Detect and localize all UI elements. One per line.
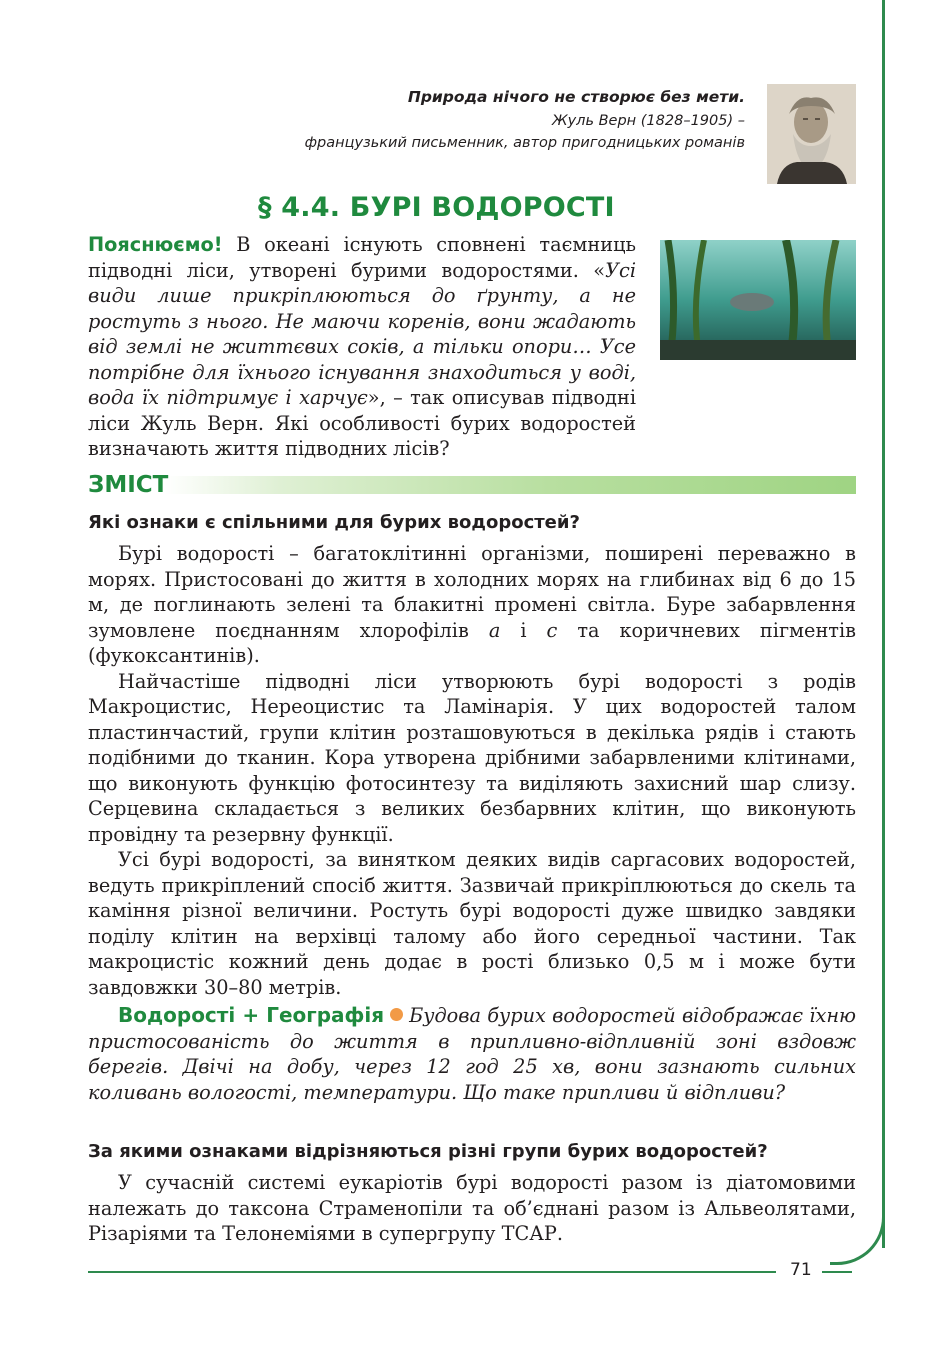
paragraph-3: Усі бурі водорості, за винятком деяких видів саргасових водоростей, ведуть прикріплений спосіб життя. Зазвичай прикріплюються до скель та каміння різної величини. Ростуть бурі водорості дуже швидко завдяки поділу клітин на верхівці талому або його середньої частини. Так макроцистіс кожний день додає в рості близько 0,5 м і може бути завдовжки 30–80 метрів. (88, 848, 856, 999)
chlorophyll-c: c (546, 618, 558, 642)
kelp-forest-image (660, 240, 856, 360)
geography-text: Будова бурих водоростей відображає їхню пристосованість до життя в припливно-відпливній зоні вздовж берегів. Двічі на добу, через 12 год 25 хв, вони зазнають сильних коливань вологості, температури. Що таке припливи й відпливи? (88, 1004, 856, 1104)
section-title: § 4.4. БУРІ ВОДОРОСТІ (258, 192, 615, 223)
intro-text-after: », – так описував підводні ліси Жуль Верн. Які особливості бурих водоростей визначають життя підводних лісів? (88, 386, 637, 460)
intro-text-before: В океані існують сповнені таємниць підводні ліси, утворені бурими водоростями. « (88, 233, 636, 282)
page-frame-right (882, 0, 885, 1248)
body-text-1 (88, 541, 856, 1000)
heading-group-differences: За якими ознаками відрізняються різні групи бурих водоростей? (88, 1141, 768, 1162)
paragraph-1-end: та коричневих пігментів (фукоксантинів). (88, 618, 856, 667)
author-portrait-image (767, 84, 856, 184)
paragraph-4: У сучасній системі еукаріотів бурі водорості разом із діатомовими належать до таксона Страменопіли та об’єднані разом із Альвеолятами, Різаріями та Телонеміями в супергрупу ТСАР. (88, 1171, 856, 1245)
paragraph-1-mid: і (500, 618, 547, 642)
content-label: ЗМІСТ (88, 472, 169, 498)
page-frame-bottom-end (822, 1271, 852, 1273)
chlorophyll-a: a (488, 618, 501, 642)
page-frame-bottom (88, 1271, 776, 1273)
geography-note (88, 1003, 856, 1105)
heading-common-features: Які ознаки є спільними для бурих водоростей? (88, 512, 580, 533)
intro-quote: Усі види лише прикріплюються до ґрунту, а не ростуть з нього. Не маючи коренів, вони жадають від землі не життєвих соків, а тільки опори… Усе потрібне для їхнього існування знаходиться у воді, вода їх підтримує і харчує (88, 258, 636, 409)
flower-bullet-icon (390, 1008, 403, 1021)
epigraph-quote: Природа нічого не створює без мети. (407, 88, 745, 106)
section-divider-bar (88, 476, 856, 494)
epigraph-author: Жуль Верн (1828–1905) – (551, 113, 745, 129)
paragraph-1-text: Бурі водорості – багатоклітинні організми, поширені переважно в морях. Пристосовані до життя в холодних морях на глибинах від 6 до 15 м, де поглинають зелені та блакитні промені світла. Буре забарвлення зумовлене поєднанням хлорофілів (88, 542, 856, 642)
intro-lead: Пояснюємо! (88, 233, 223, 256)
paragraph-1 (88, 541, 856, 669)
intro-paragraph (88, 232, 636, 462)
paragraph-2: Найчастіше підводні ліси утворюють бурі водорості з родів Макроцистис, Нереоцистис та Ламінарія. У цих водоростей талом пластинчастий, групи клітин розташовуються в декілька рядів і стають подібними до тканин. Кора утворена дрібними забарвленими клітинами, що виконують функцію фотосинтезу та виділяють захисний шар слизу. Серцевина складається з великих безбарвних клітин, що виконують провідну та резервну функції. (88, 669, 856, 846)
epigraph-description: французький письменник, автор пригодницьких романів (304, 135, 745, 151)
page-number: 71 (790, 1260, 812, 1280)
epigraph (305, 86, 745, 154)
body-text-2 (88, 1170, 856, 1247)
geography-label: Водорості + Географія (118, 1003, 385, 1027)
